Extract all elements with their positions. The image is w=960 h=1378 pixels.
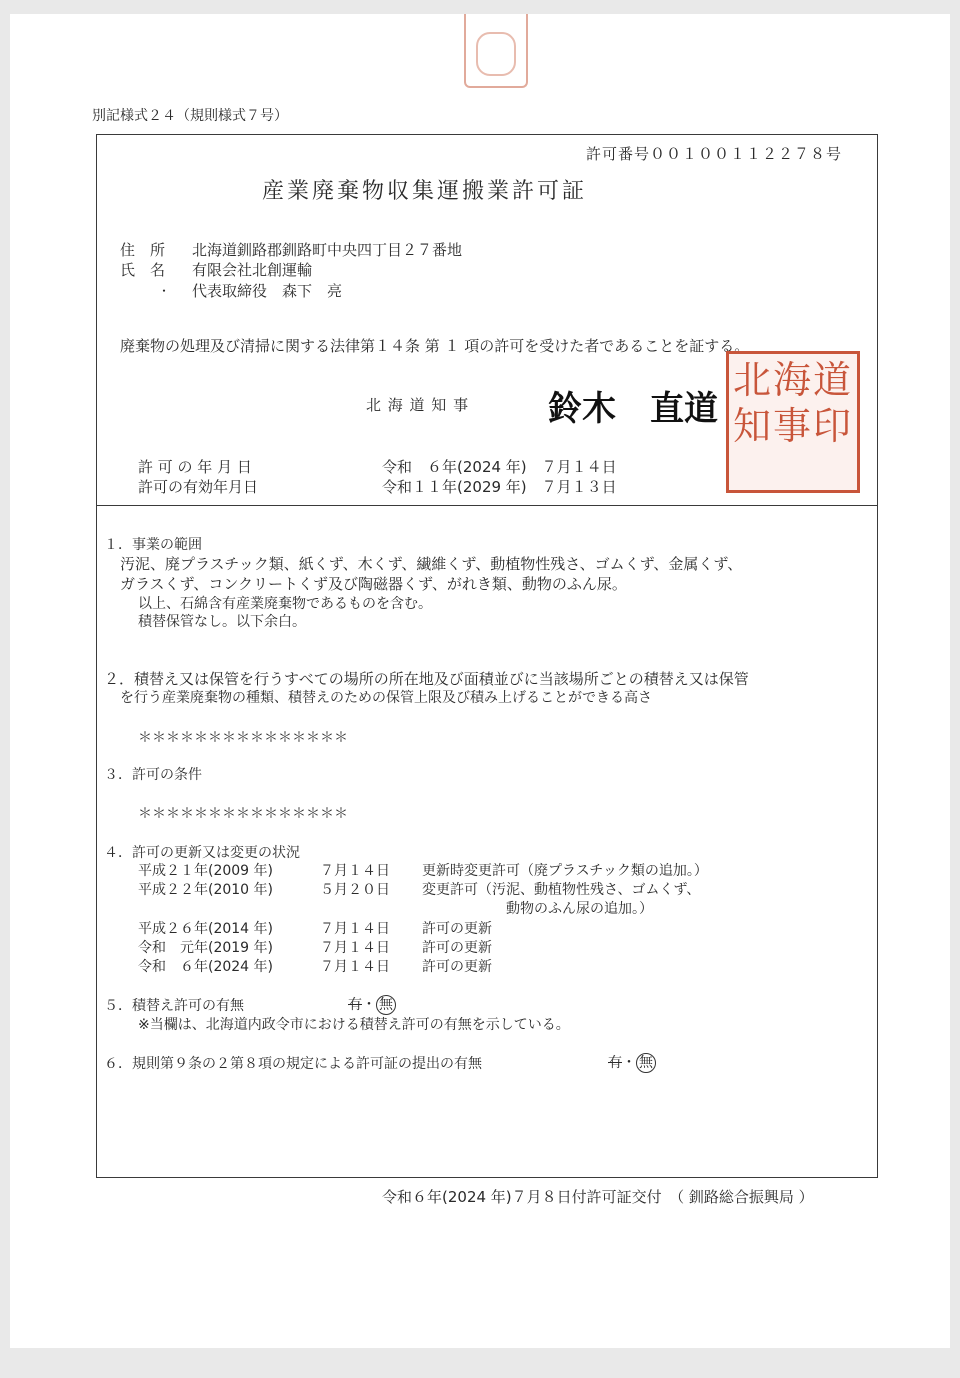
- choice-yes: 有: [608, 1055, 622, 1071]
- history-desc: 許可の更新: [422, 921, 492, 937]
- governor-seal-stamp: 道 海 北 印 事 知: [726, 351, 860, 493]
- section-6-choice: [608, 1053, 656, 1073]
- history-desc: 変更許可（汚泥、動植物性残さ、ゴムくず、: [422, 882, 701, 898]
- representative: 代表取締役 森下 亮: [192, 282, 343, 300]
- history-desc-continuation: 動物のふん尿の追加。）: [506, 901, 653, 917]
- history-date: ７月１４日: [320, 863, 390, 879]
- history-desc: 許可の更新: [422, 959, 492, 975]
- permit-date: 令和 ６年(2024 年) ７月１４日: [382, 458, 617, 476]
- history-date: ７月１４日: [320, 921, 390, 937]
- choice-no-circled: 無: [636, 1053, 656, 1073]
- permit-date-label: 許 可 の 年 月 日: [138, 458, 252, 476]
- history-era: 令和 元年(2019 年): [138, 940, 274, 956]
- section-1-line-1: 汚泥、廃プラスチック類、紙くず、木くず、繊維くず、動植物性残さ、ゴムくず、金属くず、: [120, 555, 743, 573]
- history-era: 平成２１年(2009 年): [138, 863, 274, 879]
- section-2-heading: ２．積替え又は保管を行うすべての場所の所在地及び面積並びに当該場所ごとの積替え又は保管: [104, 670, 749, 688]
- history-era: 令和 ６年(2024 年): [138, 959, 274, 975]
- issue-footer: 令和６年(2024 年)７月８日付許可証交付 （ 釧路総合振興局 ）: [382, 1188, 814, 1206]
- section-1-line-4: 積替保管なし。以下余白。: [138, 614, 306, 630]
- section-1-line-2: ガラスくず、コンクリートくず及び陶磁器くず、がれき類、動物のふん尿。: [120, 575, 627, 593]
- document-title: 産業廃棄物収集運搬業許可証: [262, 179, 588, 204]
- history-desc: 更新時変更許可（廃プラスチック類の追加。）: [422, 863, 708, 879]
- history-date: ５月２０日: [320, 882, 390, 898]
- section-3-heading: ３．許可の条件: [104, 767, 202, 783]
- section-4-heading: ４．許可の更新又は変更の状況: [104, 845, 300, 861]
- history-era: 平成２６年(2014 年): [138, 921, 274, 937]
- history-date: ７月１４日: [320, 959, 390, 975]
- choice-separator: ・: [362, 997, 376, 1013]
- section-3-stars: ＊＊＊＊＊＊＊＊＊＊＊＊＊＊＊: [138, 806, 348, 822]
- form-label: 別記様式２４（規則様式７号）: [92, 108, 288, 124]
- bullet-dot: ・: [158, 284, 171, 298]
- address-label: 住 所: [120, 241, 166, 259]
- history-era: 平成２２年(2010 年): [138, 882, 274, 898]
- section-2-stars: ＊＊＊＊＊＊＊＊＊＊＊＊＊＊＊: [138, 730, 348, 746]
- section-6-heading: ６．規則第９条の２第８項の規定による許可証の提出の有無: [104, 1056, 482, 1072]
- history-desc: 許可の更新: [422, 940, 492, 956]
- section-5-heading: ５．積替え許可の有無: [104, 998, 244, 1014]
- history-date: ７月１４日: [320, 940, 390, 956]
- choice-yes: 有: [348, 997, 362, 1013]
- section-1-heading: １．事業の範囲: [104, 537, 202, 553]
- top-seal-stamp: [464, 14, 528, 88]
- name-label: 氏 名: [120, 261, 166, 279]
- governor-signature: 鈴木 直道: [548, 389, 718, 429]
- section-5-choice: [348, 995, 396, 1015]
- permit-number: 許可番号００１００１１２２７８号: [586, 145, 843, 163]
- section-5-note: ※当欄は、北海道内政令市における積替え許可の有無を示している。: [138, 1017, 570, 1033]
- choice-no-circled: 無: [376, 995, 396, 1015]
- valid-date: 令和１１年(2029 年) ７月１３日: [382, 478, 617, 496]
- choice-separator: ・: [622, 1055, 636, 1071]
- section-1-line-3: 以上、石綿含有産業廃棄物であるものを含む。: [138, 596, 432, 612]
- valid-date-label: 許可の有効年月日: [138, 478, 259, 496]
- certification-statement: 廃棄物の処理及び清掃に関する法律第１４条 第 １ 項の許可を受けた者であることを証する。: [120, 337, 750, 355]
- issuer-title: 北 海 道 知 事: [366, 396, 470, 414]
- section-2-line-2: を行う産業廃棄物の種類、積替えのための保管上限及び積み上げることができる高さ: [120, 690, 652, 706]
- address-value: 北海道釧路郡釧路町中央四丁目２７番地: [192, 241, 463, 259]
- company-name: 有限会社北創運輸: [192, 261, 313, 279]
